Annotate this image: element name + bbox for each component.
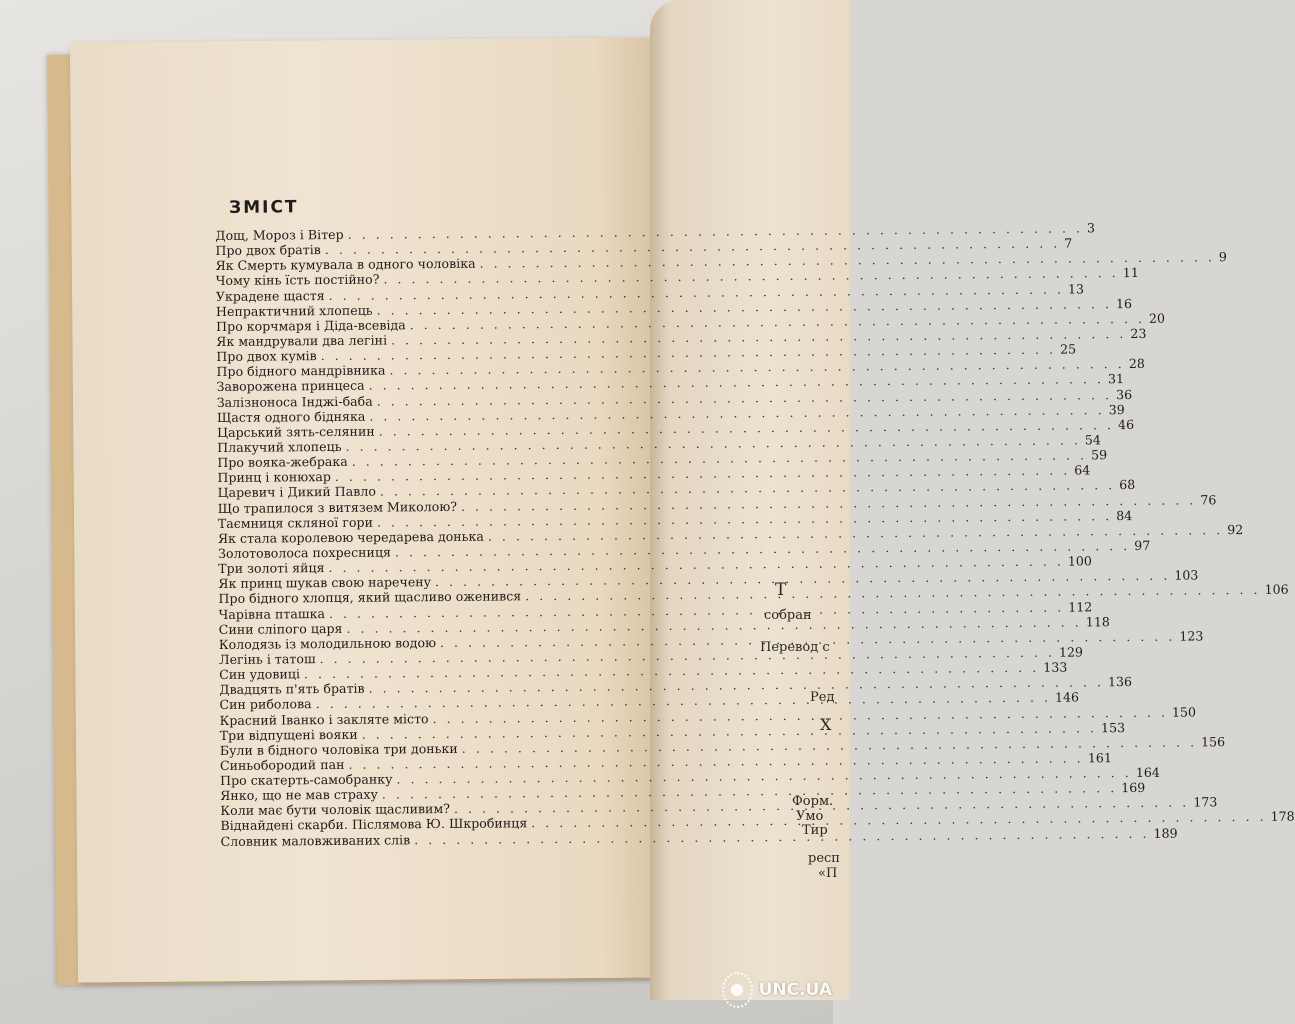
toc-entry-title: Чарівна пташка	[218, 605, 325, 622]
toc-entry-title: Непрактичний хлопець	[215, 302, 373, 319]
toc-entry-title: Коли має бути чоловік щасливим?	[220, 801, 451, 819]
right-page-line: Ред	[810, 690, 835, 705]
toc-entry-page: 153	[1100, 719, 1126, 735]
right-page-line: Т	[775, 580, 787, 600]
toc-entry-title: Віднайдені скарби. Післямова Ю. Шкробинця	[220, 815, 528, 834]
toc-entry-title: Про вояка-жебрака	[217, 453, 348, 471]
toc-entry-page: 173	[1193, 794, 1218, 810]
toc-heading: ЗМІСТ	[228, 197, 299, 218]
toc-entry-page: 178	[1270, 809, 1295, 825]
toc-entry-title: Принц і конюхар	[217, 469, 331, 486]
toc-entry-page: 136	[1107, 674, 1133, 690]
toc-entry-page: 156	[1201, 733, 1226, 750]
toc-entry-title: Дощ, Мороз і Вітер	[215, 226, 344, 243]
toc-entry-page: 103	[1174, 567, 1199, 583]
toc-entry-page: 92	[1227, 521, 1244, 537]
toc-entry-page: 39	[1108, 401, 1125, 417]
toc-entry-title: Що трапилося з витязем Миколою?	[217, 498, 458, 516]
toc-entry-title: Легінь і татош	[218, 651, 316, 667]
toc-entry-title: Словник маловживаних слів	[220, 831, 411, 849]
toc-entry-page: 7	[1064, 235, 1073, 251]
right-page-line: Перевод с	[760, 640, 830, 655]
toc-entry-page: 123	[1179, 628, 1204, 644]
toc-entry-title: Син риболова	[219, 696, 312, 713]
toc-entry-title: Таємниця скляної гори	[217, 514, 374, 531]
toc-entry-page: 25	[1059, 341, 1077, 357]
toc-entry-title: Царевич і Дикий Павло	[217, 483, 376, 501]
toc-entry-title: Щастя одного бідняка	[216, 408, 366, 425]
toc-entry-page: 64	[1074, 462, 1091, 478]
toc-entry-page: 16	[1115, 295, 1133, 311]
toc-entry-page: 46	[1117, 416, 1135, 432]
right-page-line: «П	[818, 866, 838, 881]
toc-entry-title: Плакучий хлопець	[217, 438, 342, 455]
toc-entry-page: 133	[1043, 659, 1068, 675]
toc-entry-title: Украдене щастя	[215, 287, 325, 304]
toc-entry-page: 20	[1148, 310, 1166, 326]
toc-entry-page: 146	[1054, 689, 1080, 706]
right-page-line: Тир	[802, 823, 828, 838]
toc-entry-title: Заворожена принцеса	[216, 378, 365, 395]
toc-entry-page: 31	[1107, 371, 1125, 387]
toc-entry-page: 189	[1153, 825, 1178, 841]
right-page-line: респ	[808, 851, 840, 866]
toc-entry-title: Як мандрували два легіні	[216, 332, 388, 349]
toc-entry-title: Красний Іванко і закляте місто	[219, 710, 429, 728]
toc-entry-page: 68	[1119, 477, 1136, 493]
toc-entry-title: Царський зять-селянин	[216, 423, 375, 440]
toc-entry-title: Золотоволоса похресниця	[218, 544, 392, 561]
right-page-line: Форм.	[792, 794, 834, 809]
toc-entry-page: 3	[1086, 220, 1096, 236]
toc-entry-title: Про бідного мандрівника	[216, 362, 386, 380]
toc-entry-page: 11	[1122, 265, 1139, 281]
sun-logo-icon	[722, 972, 753, 1008]
toc-entry-title: Сини сліпого царя	[218, 620, 343, 637]
toc-entry-title: Три золоті яйця	[218, 560, 325, 577]
toc-entry-title: Про бідного хлопця, який щасливо оженився	[218, 588, 522, 607]
toc-entry-page: 23	[1130, 325, 1147, 342]
right-page-line: Умо	[796, 809, 824, 824]
toc-entry-title: Три відпущені вояки	[219, 726, 358, 743]
toc-entry-page: 164	[1135, 764, 1160, 781]
toc-entry-page: 36	[1115, 386, 1133, 402]
toc-entry-title: Синьобородий пан	[219, 756, 345, 773]
toc-entry-title: Чому кінь їсть постійно?	[215, 271, 380, 289]
toc-entry-page: 150	[1171, 703, 1197, 720]
toc-entry-page: 97	[1134, 537, 1151, 553]
toc-entry-title: Про двох кумів	[216, 348, 317, 365]
toc-entry-page: 161	[1087, 750, 1112, 766]
toc-entry-title: Янко, що не мав страху	[220, 786, 378, 804]
toc-entry-page: 76	[1200, 491, 1217, 507]
toc-entry-title: Як принц шукав свою наречену	[218, 574, 432, 592]
toc-entry-page: 28	[1128, 356, 1145, 372]
watermark-text: UNC.UA	[758, 980, 832, 1000]
toc-entry-page: 100	[1067, 553, 1092, 569]
toc-entry-page: 118	[1085, 613, 1110, 630]
toc-entry-page: 129	[1058, 644, 1084, 660]
toc-entry-title: Колодязь із молодильною водою	[218, 634, 437, 652]
toc-entry-page: 112	[1068, 598, 1093, 615]
toc-entry-title: Двадцять п'ять братів	[219, 680, 365, 698]
toc-entry-title: Як стала королевою чередарева донька	[217, 528, 484, 546]
toc-entry-page: 169	[1121, 780, 1146, 796]
toc-entry-page: 84	[1116, 507, 1133, 523]
toc-entry-page: 9	[1218, 249, 1227, 265]
toc-entry-title: Як Смерть кумувала в одного чоловіка	[215, 256, 476, 274]
toc-entry-title: Були в бідного чоловіка три доньки	[219, 740, 458, 758]
right-page-line: Х	[820, 715, 832, 734]
toc-entry-page: 54	[1084, 432, 1101, 448]
toc-entry-title: Про корчмаря і Діда-всевіда	[216, 317, 406, 334]
toc-entry-page: 106	[1264, 582, 1289, 598]
right-page-line: собран	[764, 608, 812, 623]
toc-entry-title: Син удовиці	[219, 666, 301, 683]
toc-entry-title: Про скатерть-самобранку	[220, 771, 393, 789]
watermark	[722, 968, 832, 1012]
toc-entry-title: Про двох братів	[215, 242, 321, 259]
toc-entry-page: 13	[1067, 280, 1085, 297]
toc-entry-title: Залізноноса Інджі-баба	[216, 393, 373, 410]
toc-entry-page: 59	[1091, 447, 1108, 463]
